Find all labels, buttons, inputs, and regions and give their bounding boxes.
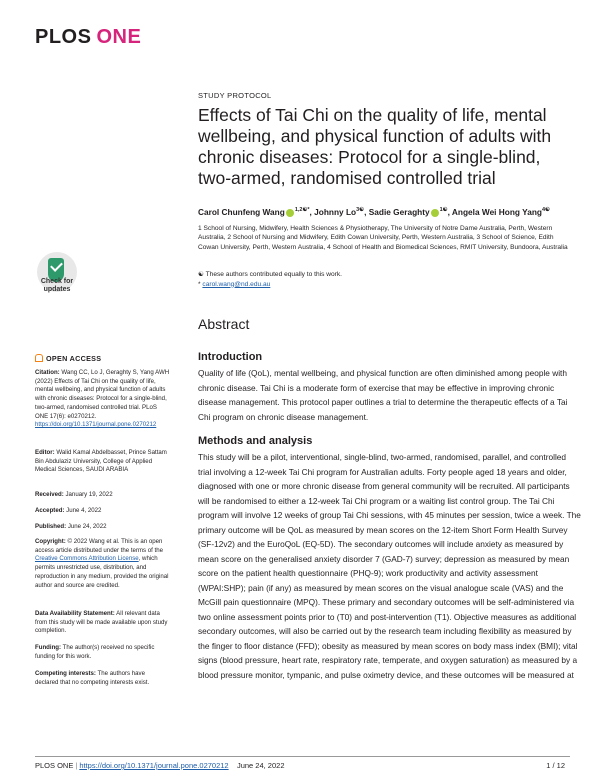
logo-plos: PLOS <box>35 26 92 48</box>
author-1[interactable]: Carol Chunfeng Wang <box>198 207 285 217</box>
footer-date: June 24, 2022 <box>236 761 285 770</box>
check-for-updates-badge[interactable] <box>35 252 79 308</box>
author-2[interactable]: Johnny Lo <box>314 207 357 217</box>
corresponding-author: * carol.wang@nd.edu.au <box>198 280 271 288</box>
data-availability: Data Availability Statement: All relevant data from this study will be made available upon study completion. <box>35 610 168 635</box>
received-date: Received: January 19, 2022 <box>35 491 113 498</box>
author-1-affil: 1,2☯* <box>294 207 310 214</box>
accepted-date: Accepted: June 4, 2022 <box>35 507 102 514</box>
affiliations: 1 School of Nursing, Midwifery, Health Sciences & Physiotherapy, The University of Notre Dame Australia, Perth, Western Australia, 2 School of Nursing and Midwifery, Edith Cowan University, Perth, Western Australia, 3 School of Science, Edith Cowan University, Perth, Western Australia, 4 School of Health and Biomedical Sciences, RMIT University, Bundoora, Australia <box>198 225 568 251</box>
introduction-heading: Introduction <box>198 351 263 363</box>
competing-interests: Competing interests: The authors have declared that no competing interests exist. <box>35 670 150 686</box>
footer-journal: PLOS ONE <box>35 761 74 770</box>
author-4-affil: 4☯ <box>541 207 550 214</box>
author-notes <box>198 270 573 289</box>
footer-doi-link[interactable]: https://doi.org/10.1371/journal.pone.0270212 <box>79 761 229 770</box>
author-3[interactable]: Sadie Geraghty <box>368 207 430 217</box>
methods-paragraph: This study will be a pilot, interventional, single-blind, two-armed, randomised, parallel, and controlled trial involving a 12-week Tai Chi program for Australian adults. Forty people aged 18 years and older, diagnosed with one or more chronic disease from general community will be recruited. All participants will be randomised to either a 12-week Tai Chi program or a waiting list control group. The Tai Chi program will involve 12 weeks of group Tai Chi sessions, with 45 minutes per session, twice a week. The primary outcome will be QoL as measured by mean scores on the 12-item Short Form Health Survey (SF-12v2) and the EuroQoL (EQ-5D). The secondary outcomes will include anxiety as measured by mean score on the generalised anxiety disorder 7 (GAD-7) survey; depression as measured by mean score on the patient health questionnaire (PHQ-9); work productivity and activity assessment (WPAI:SHP); pain (if any) as measured by mean scores on the visual analogue scale (VAS) and the McGill pain questionnaire (MPQ). These primary and secondary outcomes will be self-administered via two online assessment points prior to (T0) and post-intervention (T1). Objective measures as additional secondary outcomes, will also be carried out by the research team including flexibility as measured by the finger to floor distance (FFD); obesity as measured by mean scores on body mass index (BMI); vital signs (blood pressure, heart rate, respiratory rate, temperate, and oxygen saturation) as measured by a blood pressure monitor, tympanic, and pulse oximetry device, and these outcomes will be measured at <box>198 452 581 680</box>
author-list: Carol Chunfeng Wang $^{1,2☯*}$, Johnny $Lo^{3☯}$, Sadie Geraghty $^{1☯}$, Angela Wei Hong Yang$^{4☯}$ <box>198 207 550 217</box>
citation: Citation: Wang CC, Lo J, Geraghty S, Yang AWH (2022) Effects of Tai Chi on the quality of life, mental wellbeing, and physical function of adults with chronic diseases: Protocol for a single-blind, two-armed, randomised controlled trial. PLoS ONE 17(6): e0270212. https://doi.org/10.1371/journal.pone.0270212 <box>35 369 170 429</box>
funding: Funding: The author(s) received no specific funding for this work. <box>35 644 155 660</box>
article-title: Effects of Tai Chi on the quality of life, mental wellbeing, and physical function of adults with chronic diseases: Protocol for a single-blind, two-armed, randomised controlled trial <box>198 105 552 188</box>
author-3-affil: 1☯ <box>439 207 448 214</box>
introduction-paragraph: Quality of life (QoL), mental wellbeing, and physical function are often diminished among people with chronic disease. Tai Chi is a moderate form of exercise that may be effective in improving chronic disease management. This protocol paper outlines a trial to determine the therapeutic effects of a Tai Chi program on chronic disease management. <box>198 368 568 422</box>
author-2-affil: 3☯ <box>356 207 365 214</box>
abstract-heading: Abstract <box>198 316 250 332</box>
editor: Editor: Walid Kamal Abdelbasset, Prince Sattam Bin Abdulaziz University, College of Applied Medical Sciences, SAUDI ARABIA <box>35 449 167 474</box>
license-link[interactable]: Creative Commons Attribution License <box>35 555 139 563</box>
check-for-updates-label: Check for updates <box>40 278 74 293</box>
footer-divider <box>35 756 570 757</box>
orcid-icon[interactable] <box>286 209 294 217</box>
author-4[interactable]: Angela Wei Hong Yang <box>451 207 542 217</box>
orcid-icon[interactable] <box>431 209 439 217</box>
email-link[interactable]: carol.wang@nd.edu.au <box>202 280 271 288</box>
methods-heading: Methods and analysis <box>198 435 313 447</box>
article-type: STUDY PROTOCOL <box>198 91 272 100</box>
page-number: 1 / 12 <box>546 761 565 770</box>
logo-one: ONE <box>96 26 142 48</box>
equal-contribution-note: ☯ These authors contributed equally to this work. <box>198 271 342 278</box>
open-access-label: OPEN ACCESS <box>35 354 101 363</box>
citation-doi-link[interactable]: https://doi.org/10.1371/journal.pone.0270212 <box>35 421 157 429</box>
open-lock-icon <box>35 354 43 362</box>
page-footer: PLOS ONE | https://doi.org/10.1371/journal.pone.0270212 June 24, 2022 <box>35 761 285 770</box>
journal-logo <box>35 26 141 49</box>
copyright: Copyright: © 2022 Wang et al. This is an open access article distributed under the terms of the Creative Commons Attribution License, which permits unrestricted use, distribution, and reproduction in any medium, provided the original author and source are credited. <box>35 538 169 589</box>
published-date: Published: June 24, 2022 <box>35 523 107 530</box>
